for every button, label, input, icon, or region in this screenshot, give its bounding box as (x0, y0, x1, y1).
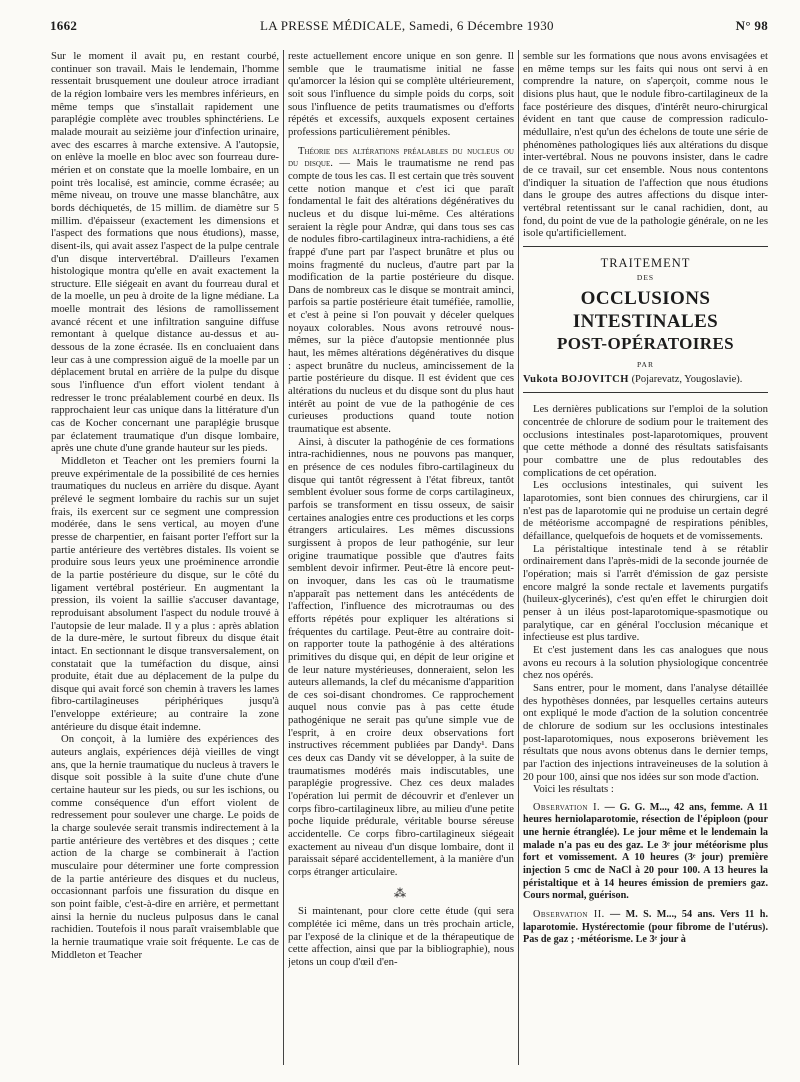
observation-label: Observation I. (533, 801, 601, 813)
issue-number: N° 98 (735, 18, 768, 33)
article-title: OCCLUSIONS INTESTINALES (572, 288, 719, 333)
page-number: 1662 (50, 18, 78, 33)
article-header (523, 257, 768, 387)
paragraph: reste actuellement encore unique en son genre. Il semble que le traumatisme initial ne fasse qu'amorcer la lésion qui se complète ultérieurement, soit sous l'influence du simple poids du corps, soit sous l'influence de petits traumatismes ou d'efforts répétés et excessifs, auxquels exposent certaines professions particulièrement pénibles. (288, 50, 514, 138)
paragraph: Les occlusions intestinales, qui suivent les laparotomies, sont bien connues des chirurgiens, car il n'est pas de laparotomie qui ne produise un certain degré de météorisme accompagné de respirations pénibles, défaillance, quelquefois de hoquets et de vomissements. (523, 479, 768, 543)
paragraph: Sans entrer, pour le moment, dans l'analyse détaillée des hypothèses données, par lesquelles certains auteurs ont expliqué le mode d'action de la solution concentrée de chlorure de sodium sur les occlusions intestinales post-laparotomiques, nous exposerons brièvement les résultats que nous avons obtenus dans le dernier temps, par l'action des injections intraveineuses de la solution à 20 pour 100, ainsi que nos idées sur son mode d'action. (523, 681, 768, 783)
paragraph: semble sur les formations que nous avons envisagées et en même temps sur les faits qui nous ont servi à en comprendre la nature, on s'aperçoit, comme nous le disions plus haut, que le nodule fibro-cartilagineux de la face postérieure des disques, d'intérêt neuro-chirurgical évident en tant que cause de compression radiculo-médullaire, n'est qu'un des échelons de toute une série de phénomènes pathologiques liés aux altérations du disque inter-vertébral. Nous ne pouvons insister, dans le cadre de ce travail, sur cet ensemble. Nous nous contentons d'indiquer la situation de l'affection que nous étudions dans le groupe des autres affections du disque inter-vertébral retentissant sur le canal rachidien, dont, au fond, du point de vue de la pathologie générale, on ne les isole qu'artificiellement. (523, 50, 768, 240)
section-text: — Mais le traumatisme ne rend pas compte de tous les cas. Il est certain que très souvent cette notion manque et c'est ici que paraît fondamental le fait des altérations dégénératives du nucleus et du disque lui-même. Ces altérations seraient la règle pour Andræ, qui dans tous ses cas de nodules fibro-cartilagineux intra-rachidiens, a été frappé d'une part par l'aspect brunâtre et plus ou moins fragmenté du nucleus, d'autre part par la modification de la partie postérieure du disque. Dans de nombreux cas le disque se montrait aminci, parfois sa partie postérieure était tuméfiée, ramollie, et c'est à peine si l'on pouvait y déceler quelques noyaux colorables. Nous avons retrouvé nous-mêmes, sur la pièce d'autopsie mentionnée plus haut, les mêmes altérations dégénératives du disque : aspect brunâtre du nucleus, amincissement de la partie postérieure du disque. Il est évident que ces altérations du nucleus et du disque sont du plus haut intérêt au point de vue de la pathogénie de ces curieuses productions quand toute notion traumatique est absente. (288, 157, 514, 436)
paragraph: Les dernières publications sur l'emploi de la solution concentrée de chlorure de sodium pour le traitement des occlusions intestinales post-laparotomiques, prouvent que cette méthode a donné des résultats satisfaisants pour combattre une de plus redoutables des complications de cet opération. (523, 403, 768, 479)
column-right (523, 50, 768, 1070)
paragraph: Ainsi, à discuter la pathogénie de ces formations intra-rachidiennes, nous ne pouvons pas manquer, en présence de ces nodules fibro-cartilagineux du disque qui tantôt régressent à l'état fibreux, tantôt semblent évoluer sous forme de corps cartilagineux, parfois se transforment en tissu osseux, de saisir certaines analogies entre ces productions et les corps étrangers articulaires. Les mêmes discussions surgissent à propos de leur pathogénie, sur leur origine traumatique possible que d'autres faits semblent devoir infirmer. Peut-être là encore peut-on invoquer, dans les cas où le traumatisme n'apparaît pas nettement dans les antécédents de l'affection, l'influence des microtraumas ou des efforts répétés pour expliquer les altérations si fréquentes du cartilage. Peut-être au contraire doit-on rapporter toute la pathogénie à des altérations primitives du disque qui, en dépit de leur origine et de leur nature mystérieuses, donneraient, selon les auteurs allemands, la clef du mécanisme d'apparition de ces soi-disant chondromes. Ce rapprochement auquel nous convie pas à pas cette étude pathogénique ne serait pas qu'une simple vue de l'esprit, à en croire deux observations fort instructives récemment publiées par Dandy¹. Dans ces deux cas Dandy vit se développer, à la suite de traumatismes modérés mais indiscutables, une paraplégie progressive. Chez ces deux malades l'opération lui permit de découvrir et d'enlever un corps fibro-cartilagineux libre, au milieu d'une petite poche liquide prédurale, véritable bourse séreuse accidentelle. Ce corps fibro-cartilagineux siégeait exactement au niveau d'un disque lombaire, dont il paraissait séparé accidentellement, à la manière d'un corps étranger articulaire. (288, 435, 514, 878)
article-title-line2: POST-OPÉRATOIRES (556, 334, 735, 354)
byline-par: PAR (637, 360, 654, 370)
column-middle (288, 50, 514, 1070)
paragraph: On conçoit, à la lumière des expériences des auteurs anglais, expériences déjà vieilles de vingt ans, que la hernie traumatique du nucleus à travers le disque soit possible à la suite d'une chute d'une certaine hauteur sur les pieds, ou sur les ischions, ou comme conséquence d'un effort violent de redressement pour soulever une charge. Le poids de la charge soulevée serait transmis indirectement à la partie antérieure des vertèbres et des disques ; cette action de la charge se combinerait à l'action musculaire pour déterminer une forte compression de la partie antérieure des disques et du nucleus, occasionnant parfois une fissuration du disque en son point faible, c'est-à-dire en arrière, et permettant ainsi la hernie du nucleus pulposus dans le canal rachidien. Toutefois il nous paraît vraisemblable que la hernie traumatique vraie soit fréquente. Le cas de Middleton et Teacher (51, 733, 279, 961)
column-divider (283, 50, 284, 1065)
article-separator (523, 246, 768, 247)
journal-title: LA PRESSE MÉDICALE, Samedi, 6 Décembre 1930 (260, 18, 554, 33)
column-left (51, 50, 279, 1070)
page-header (50, 18, 768, 38)
paragraph: Voici les résultats : (533, 783, 614, 796)
article-connector: DES (636, 272, 655, 282)
section-paragraph (288, 145, 514, 436)
section-title: Théorie des altérations préalables du nucleus ou du disque. (288, 144, 514, 170)
observation-2 (523, 909, 768, 947)
observation-text: — M. S. M..., 54 ans. Vers 11 h. laparotomie. Hystérectomie (pour fibrome de l'utérus). Pas de gaz ; ·météorisme. Le 3ᵉ jour à (523, 909, 768, 946)
byline (523, 374, 768, 387)
paragraph: Et c'est justement dans les cas analogues que nous avons eu recours à la solution physiologique concentrée chez nos opérés. (523, 643, 768, 682)
author-name: Vukota BOJOVITCH (523, 373, 629, 385)
observation-label: Observation II. (533, 909, 605, 921)
observation-text: — G. G. M..., 42 ans, femme. A 11 heures herniolaparotomie, résection de l'épiploon (pour une hernie étranglée). Le jour même et le lendemain la malade n'a pas eu des gaz. Le 3ᵉ jour météorisme plus fort et vomissement. A 10 heures (3ᵉ jour) première injection 5 cmc de NaCl à 20 pour 100. A 13 heures la péristaltique et à 14 heures émission de premiers gaz. Cours normal, guérison. (523, 801, 768, 902)
article-separator (523, 392, 768, 393)
section-separator: ⁂ (394, 885, 408, 900)
paragraph: Sur le moment il avait pu, en restant courbé, continuer son travail. Mais le lendemain, l'homme ressentait brusquement une douleur atroce irradiant de la région lombaire vers les membres inférieurs, en même temps que s'installait rapidement une paraplégie complète avec troubles sphinctériens. Le malade mourait au seizième jour d'infection urinaire, avec des escarres à marche extensive. A l'autopsie, on enlève la moelle en bloc avec son fourreau dure-mérien et on constate que la moelle lombaire, en un point très localisé, est amincie, comme écrasée; au même niveau, on trouve une masse blanchâtre, aux bords déchiquetés, de 15 millim. de diamètre sur 5 millim. d'épaisseur (exactement les dimensions et l'aspect des formations que nous étudions), masse, disent-ils, qui avait assez l'aspect de la pulpe centrale d'un disque intervertébral. D'ailleurs l'examen histologique montra qu'elle en avait exactement la structure. Elle siégeait en avant du fourreau dural et de la moelle, un peu à droite de la ligne médiane. La moelle montrait des lésions de ramollissement avancé récent et une infiltration sanguine diffuse remontant à quelque distance au-dessus et au-dessous de la zone écrasée. Ils en concluaient dans leur cas à une compression aiguë de la moelle par un déplacement brutal en arrière de la pulpe du disque sous l'influence d'un effort violent tendant à redresser le tronc préalablement courbé en deux. Ils rapprochaient leur cas unique dans la littérature d'un cas de Kocher concernant une paraplégie brusque par éclatement traumatique d'un disque lombaire, après une chute d'une grande hauteur sur les pieds. (51, 50, 279, 455)
column-divider (518, 50, 519, 1065)
observation-1 (523, 802, 768, 903)
article-kicker: TRAITEMENT (600, 255, 691, 270)
article-body (523, 403, 768, 795)
paragraph: Middleton et Teacher ont les premiers fourni la preuve expérimentale de la possibilité de ces hernies traumatiques du nucleus en arrière du disque. Ayant prélevé le segment lombaire du rachis sur un sujet frais, ils exercent sur ce segment une compression modérée, dans le sens vertical, au moyen d'une presse de charpentier, en faisant porter l'effort sur la partie antérieure des vertèbres distales. Ils voient se produire sous leurs yeux une proéminence arrondie de la partie postérieure du disque, sur le côté du ligament vertébral postérieur. En augmentant la pression, ils voient la saillie s'accuser davantage, reproduisant absolument l'aspect du nodule trouvé à l'autopsie de leur malade. Il y a plus : après ablation de la dure-mère, le surtout fibreux du disque était intact. En sectionnant le disque transversalement, on constatait que la tuméfaction du disque, ainsi produite, était due au déplacement de la pulpe du disque qui avait forcé son chemin à travers les lames fibro-cartilagineuses périphériques jusqu'à l'enveloppe extérieure; au contraire la zone antérieure du disque était indemne. (51, 455, 279, 733)
paragraph: Si maintenant, pour clore cette étude (qui sera complétée ici même, dans un très prochain article, par l'exposé de la clinique et de la thérapeutique de cette affection, ainsi que par la bibliographie), nous jetons un coup d'œil d'en- (288, 905, 514, 968)
paragraph: La péristaltique intestinale tend à se rétablir ordinairement dans l'après-midi de la seconde journée de l'opération; mais si l'arrêt d'émission de gaz persiste encore malgré la sonde rectale et lavements purgatifs (huileux-glycerinés), c'est qu'en effet le chirurgien doit penser à un iléus post-laparotomique-spasmotique ou paralytique, car en général l'occlusion mécanique et infectieuse est plus tardive. (523, 542, 768, 644)
author-place: (Pojarevatz, Yougoslavie). (631, 373, 743, 385)
